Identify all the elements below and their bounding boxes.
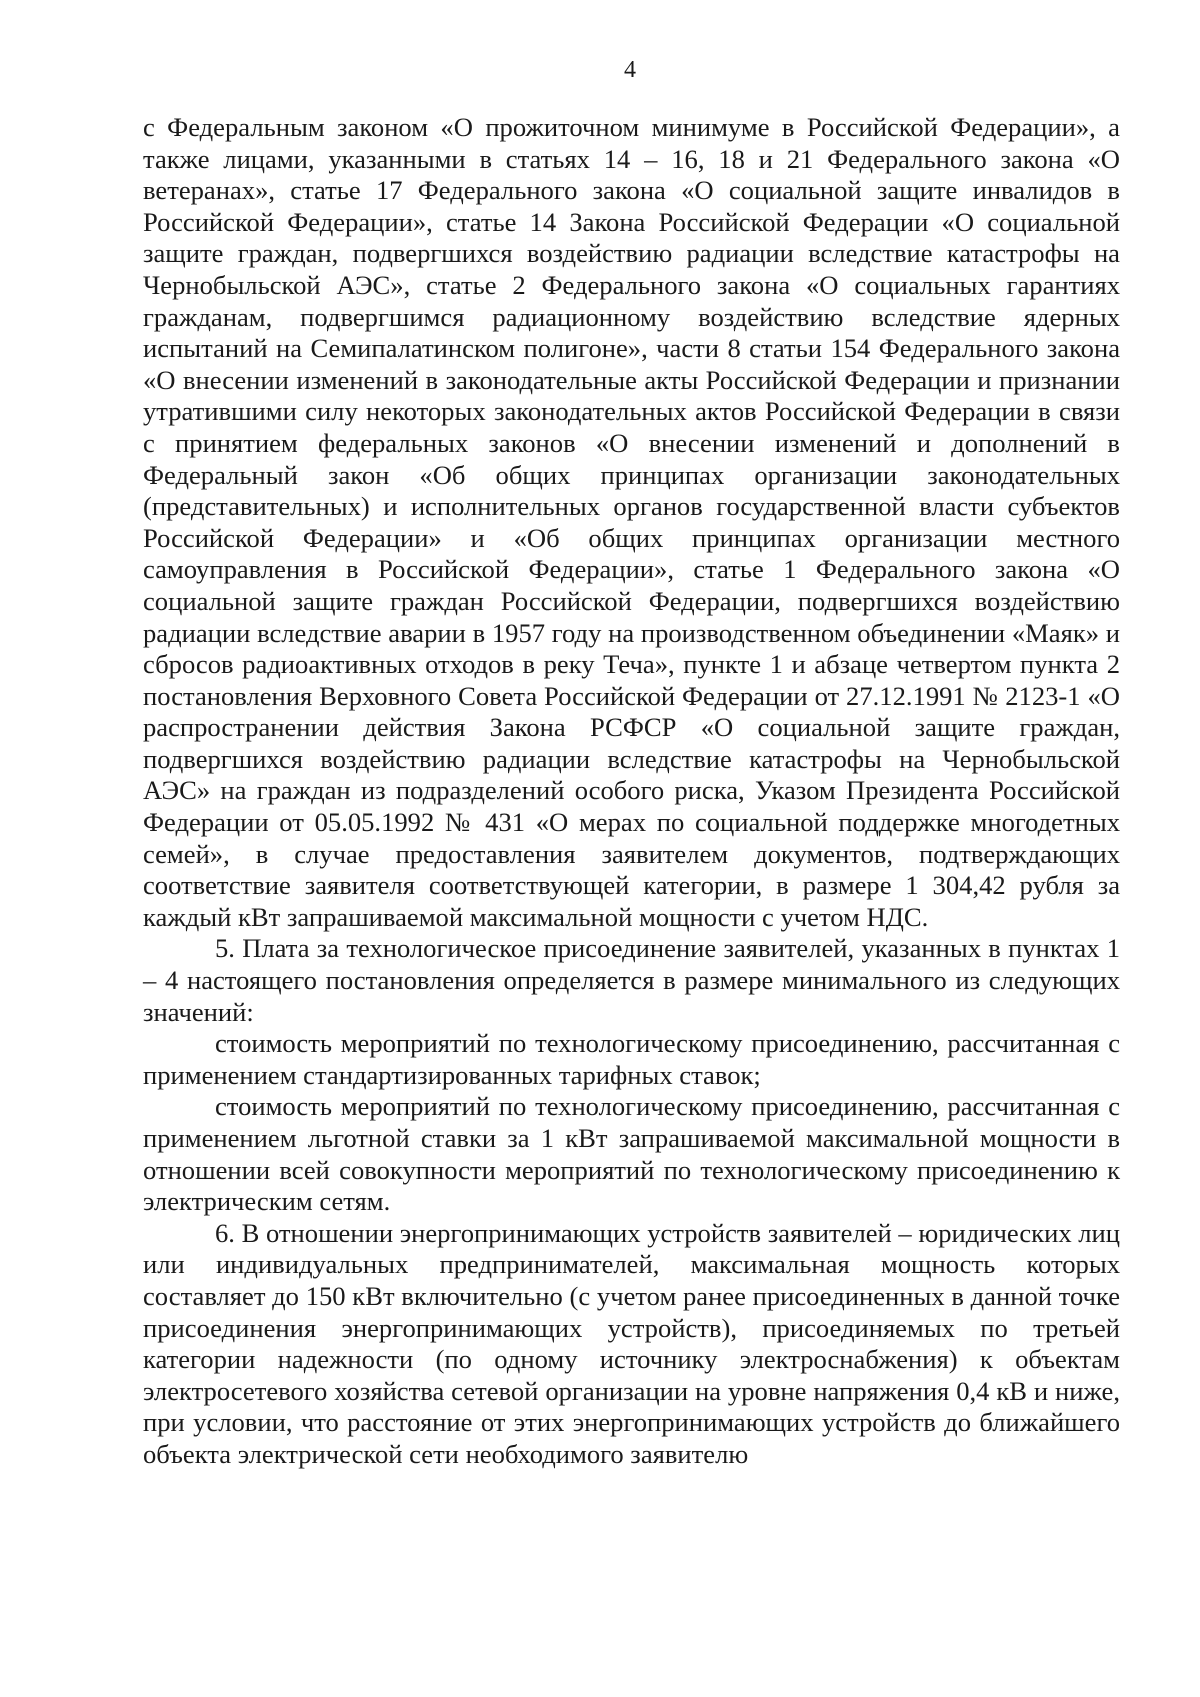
paragraph-continuation: с Федеральным законом «О прожиточном минимуме в Российской Федерации», а также лицами, указанными в статьях 14 – 16, 18 и 21 Федерального закона «О ветеранах», статье 17 Федерального закона «О социальной защите инвалидов в Российской Федерации», статье 14 Закона Российской Федерации «О социальной защите граждан, подвергшихся воздействию радиации вследствие катастрофы на Чернобыльской АЭС», статье 2 Федерального закона «О социальных гарантиях гражданам, подвергшимся радиационному воздействию вследствие ядерных испытаний на Семипалатинском полигоне», части 8 статьи 154 Федерального закона «О внесении изменений в законодательные акты Российской Федерации и признании утратившими силу некоторых законодательных актов Российской Федерации в связи с принятием федеральных законов «О внесении изменений и дополнений в Федеральный закон «Об общих принципах организации законодательных (представительных) и исполнительных органов государственной власти субъектов Российской Федерации» и «Об общих принципах организации местного самоуправления в Российской Федерации», статье 1 Федерального закона «О социальной защите граждан Российской Федерации, подвергшихся воздействию радиации вследствие аварии в 1957 году на производственном объединении «Маяк» и сбросов радиоактивных отходов в реку Теча», пункте 1 и абзаце четвертом пункта 2 постановления Верховного Совета Российской Федерации от 27.12.1991 № 2123-1 «О распространении действия Закона РСФСР «О социальной защите граждан, подвергшихся воздействию радиации вследствие катастрофы на Чернобыльской АЭС» на граждан из подразделений особого риска, Указом Президента Российской Федерации от 05.05.1992 № 431 «О мерах по социальной поддержке многодетных семей», в случае предоставления заявителем документов, подтверждающих соответствие заявителя соответствующей категории, в размере 1 304,42 рубля за каждый кВт запрашиваемой максимальной мощности с учетом НДС. [143,112,1120,932]
paragraph-item-5: 5. Плата за технологическое присоединение заявителей, указанных в пунктах 1 – 4 настоящего постановления определяется в размере минимального из следующих значений: [143,933,1120,1027]
paragraph-option-standard-rates: стоимость мероприятий по технологическому присоединению, рассчитанная с применением стандартизированных тарифных ставок; [143,1028,1120,1090]
document-body [143,112,1120,1471]
paragraph-option-preferential-rate: стоимость мероприятий по технологическому присоединению, рассчитанная с применением льготной ставки за 1 кВт запрашиваемой максимальной мощности в отношении всей совокупности мероприятий по технологическому присоединению к электрическим сетям. [143,1091,1120,1217]
paragraph-item-6: 6. В отношении энергопринимающих устройств заявителей – юридических лиц или индивидуальных предпринимателей, максимальная мощность которых составляет до 150 кВт включительно (с учетом ранее присоединенных в данной точке присоединения энергопринимающих устройств), присоединяемых по третьей категории надежности (по одному источнику электроснабжения) к объектам электросетевого хозяйства сетевой организации на уровне напряжения 0,4 кВ и ниже, при условии, что расстояние от этих энергопринимающих устройств до ближайшего объекта электрической сети необходимого заявителю [143,1217,1120,1469]
page-number: 4 [624,57,636,83]
